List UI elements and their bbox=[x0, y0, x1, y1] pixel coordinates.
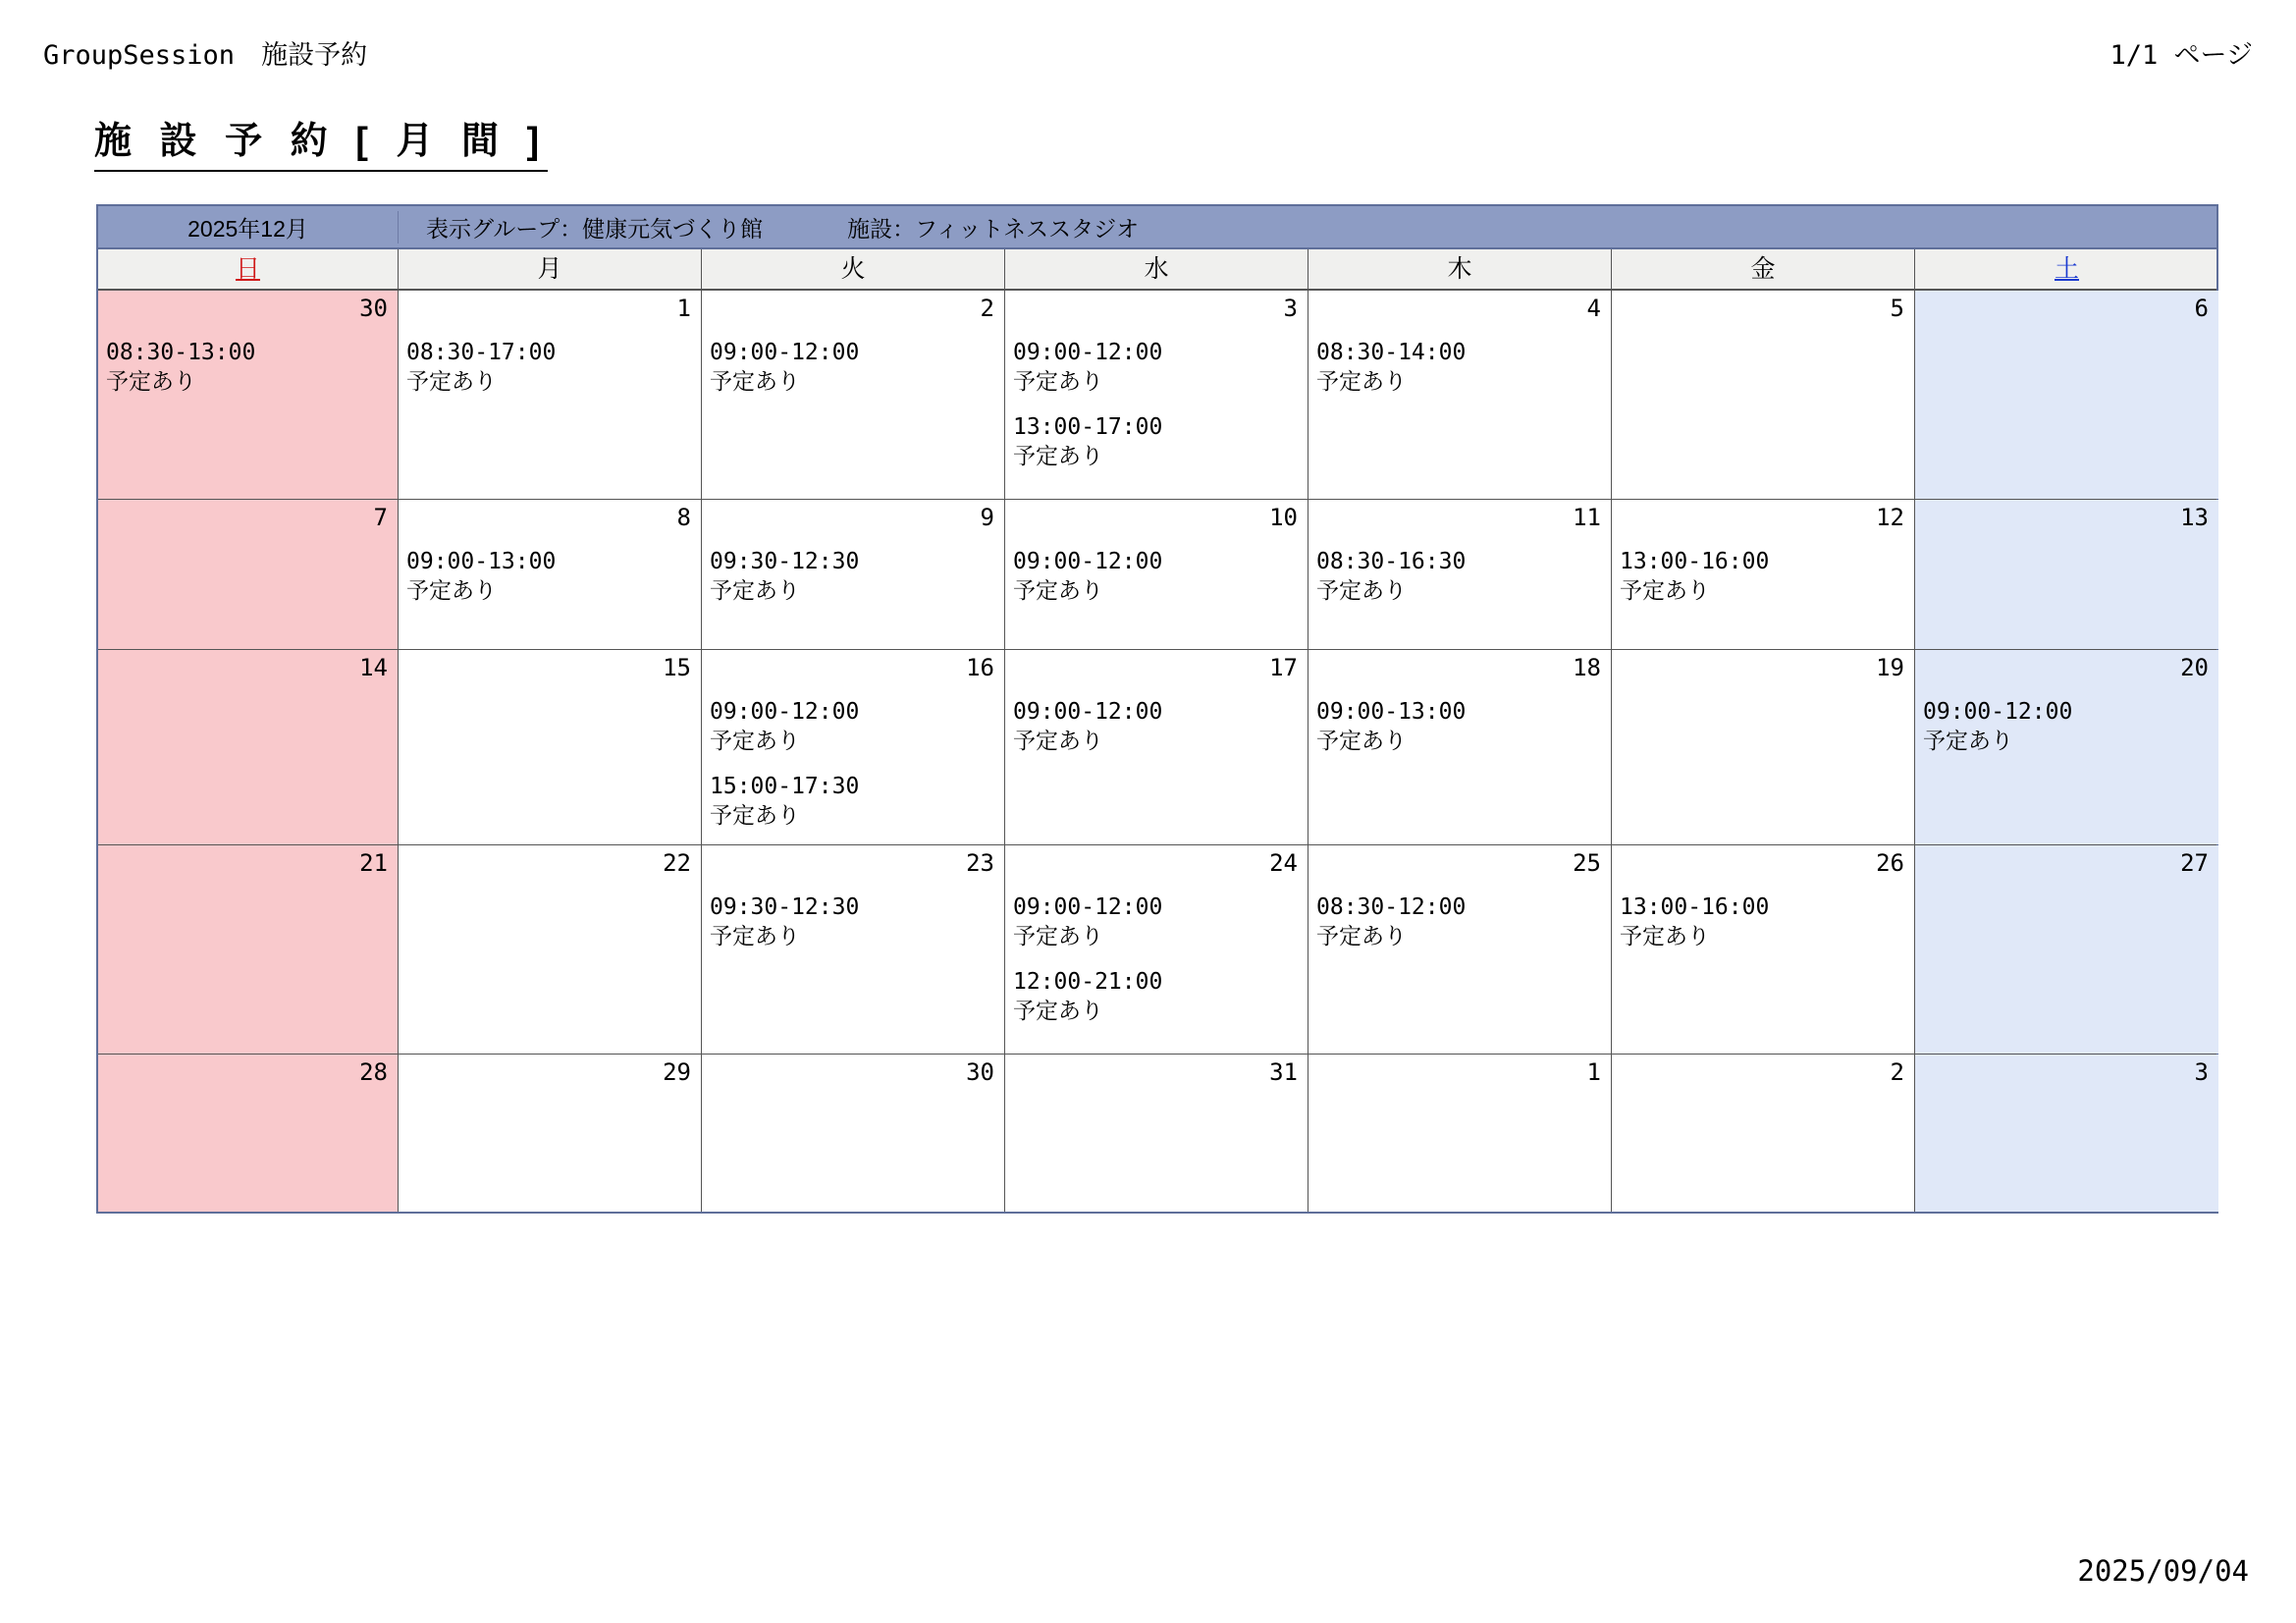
day-number: 11 bbox=[1573, 504, 1601, 531]
day-number: 13 bbox=[2180, 504, 2209, 531]
day-events bbox=[1620, 548, 1906, 605]
event-item[interactable] bbox=[1923, 698, 2211, 755]
day-events bbox=[1316, 339, 1603, 396]
event-time: 09:00-13:00 bbox=[406, 548, 557, 574]
event-time: 09:00-12:00 bbox=[1013, 339, 1163, 365]
calendar-day-cell[interactable] bbox=[399, 291, 702, 499]
weekday-header-thu: 木 bbox=[1308, 249, 1612, 289]
day-events bbox=[1316, 698, 1603, 755]
day-number: 2 bbox=[980, 295, 994, 322]
calendar-day-cell[interactable] bbox=[399, 1055, 702, 1212]
event-time: 08:30-14:00 bbox=[1316, 339, 1467, 365]
event-item[interactable] bbox=[1316, 339, 1603, 396]
day-number: 20 bbox=[2180, 654, 2209, 681]
day-number: 19 bbox=[1876, 654, 1904, 681]
event-item[interactable] bbox=[1013, 698, 1300, 755]
calendar-day-cell[interactable] bbox=[1308, 650, 1612, 844]
weekday-header-sat: 土 bbox=[2054, 255, 2079, 283]
event-time: 09:00-12:00 bbox=[1013, 893, 1163, 920]
event-time: 13:00-17:00 bbox=[1013, 413, 1163, 440]
day-number: 23 bbox=[966, 849, 994, 877]
day-number: 21 bbox=[359, 849, 388, 877]
event-label: 予定あり bbox=[1013, 442, 1103, 468]
event-time: 12:00-21:00 bbox=[1013, 968, 1163, 995]
day-events bbox=[710, 698, 996, 830]
day-events bbox=[106, 339, 390, 396]
day-number: 3 bbox=[2194, 1058, 2209, 1086]
page-indicator: 1/1 ページ bbox=[2109, 40, 2253, 71]
calendar-week-row bbox=[98, 500, 2216, 650]
event-label: 予定あり bbox=[1620, 576, 1710, 603]
display-group-label: 表示グループ：健康元気づくり館 bbox=[426, 215, 764, 242]
event-label: 予定あり bbox=[710, 727, 800, 753]
calendar-day-cell[interactable] bbox=[1612, 291, 1915, 499]
event-label: 予定あり bbox=[710, 922, 800, 948]
day-number: 9 bbox=[980, 504, 994, 531]
calendar-day-cell[interactable] bbox=[702, 291, 1005, 499]
day-number: 31 bbox=[1269, 1058, 1298, 1086]
event-label: 予定あり bbox=[1316, 922, 1407, 948]
calendar-day-cell[interactable] bbox=[1005, 291, 1308, 499]
calendar-day-cell[interactable] bbox=[702, 500, 1005, 649]
event-time: 08:30-12:00 bbox=[1316, 893, 1467, 920]
event-label: 予定あり bbox=[1013, 727, 1103, 753]
day-number: 6 bbox=[2194, 295, 2209, 322]
day-number: 18 bbox=[1573, 654, 1601, 681]
event-time: 09:00-12:00 bbox=[710, 339, 860, 365]
event-label: 予定あり bbox=[106, 367, 196, 394]
event-item[interactable] bbox=[710, 698, 996, 755]
event-item[interactable] bbox=[710, 893, 996, 950]
event-label: 予定あり bbox=[1923, 727, 2013, 753]
event-time: 08:30-16:30 bbox=[1316, 548, 1467, 574]
day-number: 26 bbox=[1876, 849, 1904, 877]
day-number: 30 bbox=[966, 1058, 994, 1086]
calendar-day-cell[interactable] bbox=[1612, 1055, 1915, 1212]
day-number: 4 bbox=[1586, 295, 1601, 322]
day-number: 10 bbox=[1269, 504, 1298, 531]
calendar-day-cell[interactable] bbox=[1915, 291, 2218, 499]
event-item[interactable] bbox=[1013, 893, 1300, 950]
calendar-titlebar bbox=[98, 206, 2216, 249]
event-item[interactable] bbox=[710, 773, 996, 830]
event-label: 予定あり bbox=[1316, 727, 1407, 753]
event-label: 予定あり bbox=[1013, 922, 1103, 948]
day-number: 1 bbox=[1586, 1058, 1601, 1086]
calendar-day-cell[interactable] bbox=[1005, 1055, 1308, 1212]
event-label: 予定あり bbox=[1013, 367, 1103, 394]
calendar-meta bbox=[399, 211, 2216, 243]
day-number: 3 bbox=[1283, 295, 1298, 322]
day-events bbox=[1013, 698, 1300, 755]
event-item[interactable] bbox=[1013, 339, 1300, 396]
weekday-header-tue: 火 bbox=[702, 249, 1005, 289]
calendar-week-row bbox=[98, 650, 2216, 845]
day-events bbox=[1013, 893, 1300, 1025]
calendar-day-cell[interactable] bbox=[1005, 650, 1308, 844]
event-time: 13:00-16:00 bbox=[1620, 548, 1770, 574]
day-events bbox=[1620, 893, 1906, 950]
calendar-day-cell[interactable] bbox=[1308, 500, 1612, 649]
calendar-day-cell[interactable] bbox=[98, 650, 399, 844]
event-item[interactable] bbox=[710, 548, 996, 605]
weekday-header-mon: 月 bbox=[399, 249, 702, 289]
calendar-day-cell[interactable] bbox=[702, 1055, 1005, 1212]
calendar-day-cell[interactable] bbox=[1915, 845, 2218, 1054]
calendar-day-cell[interactable] bbox=[399, 500, 702, 649]
monthly-reservation-calendar bbox=[96, 204, 2218, 1214]
event-item[interactable] bbox=[406, 339, 693, 396]
weekday-header-sun: 日 bbox=[98, 249, 399, 289]
calendar-day-cell[interactable] bbox=[1612, 500, 1915, 649]
event-time: 13:00-16:00 bbox=[1620, 893, 1770, 920]
day-number: 1 bbox=[676, 295, 691, 322]
day-events bbox=[710, 893, 996, 950]
day-events bbox=[710, 339, 996, 396]
calendar-day-cell[interactable] bbox=[702, 650, 1005, 844]
calendar-day-cell[interactable] bbox=[1308, 845, 1612, 1054]
day-events bbox=[710, 548, 996, 605]
day-number: 29 bbox=[663, 1058, 691, 1086]
event-item[interactable] bbox=[106, 339, 390, 396]
day-number: 8 bbox=[676, 504, 691, 531]
event-label: 予定あり bbox=[1316, 576, 1407, 603]
day-number: 17 bbox=[1269, 654, 1298, 681]
event-item[interactable] bbox=[406, 548, 693, 605]
day-number: 14 bbox=[359, 654, 388, 681]
facility-label: 施設：フィットネススタジオ bbox=[847, 215, 1140, 242]
calendar-day-cell[interactable] bbox=[1612, 845, 1915, 1054]
event-time: 09:00-12:00 bbox=[1923, 698, 2073, 725]
day-events bbox=[1316, 548, 1603, 605]
print-date: 2025/09/04 bbox=[2077, 1554, 2249, 1588]
event-time: 09:30-12:30 bbox=[710, 893, 860, 920]
day-number: 30 bbox=[359, 295, 388, 322]
event-item[interactable] bbox=[710, 339, 996, 396]
event-time: 08:30-13:00 bbox=[106, 339, 256, 365]
event-item[interactable] bbox=[1620, 893, 1906, 950]
event-label: 予定あり bbox=[1013, 576, 1103, 603]
day-events bbox=[1013, 548, 1300, 605]
calendar-day-cell[interactable] bbox=[1915, 1055, 2218, 1212]
day-events bbox=[406, 339, 693, 396]
event-time: 09:00-12:00 bbox=[1013, 698, 1163, 725]
calendar-day-cell[interactable] bbox=[1915, 650, 2218, 844]
calendar-day-cell[interactable] bbox=[98, 291, 399, 499]
day-number: 12 bbox=[1876, 504, 1904, 531]
event-time: 09:30-12:30 bbox=[710, 548, 860, 574]
event-time: 09:00-12:00 bbox=[710, 698, 860, 725]
event-label: 予定あり bbox=[1620, 922, 1710, 948]
calendar-day-cell[interactable] bbox=[1915, 500, 2218, 649]
event-item[interactable] bbox=[1316, 698, 1603, 755]
calendar-day-cell[interactable] bbox=[399, 845, 702, 1054]
weekday-header-fri: 金 bbox=[1612, 249, 1915, 289]
calendar-week-row bbox=[98, 845, 2216, 1055]
event-time: 08:30-17:00 bbox=[406, 339, 557, 365]
event-time: 09:00-12:00 bbox=[1013, 548, 1163, 574]
calendar-week-row bbox=[98, 291, 2216, 500]
calendar-day-cell[interactable] bbox=[1612, 650, 1915, 844]
day-events bbox=[406, 548, 693, 605]
event-item[interactable] bbox=[1013, 548, 1300, 605]
day-number: 25 bbox=[1573, 849, 1601, 877]
event-label: 予定あり bbox=[406, 367, 497, 394]
calendar-day-cell[interactable] bbox=[1308, 291, 1612, 499]
day-number: 16 bbox=[966, 654, 994, 681]
page-header bbox=[43, 33, 2253, 71]
event-label: 予定あり bbox=[1316, 367, 1407, 394]
day-number: 7 bbox=[373, 504, 388, 531]
weekday-header-row bbox=[98, 249, 2216, 291]
calendar-day-cell[interactable] bbox=[1005, 500, 1308, 649]
day-number: 2 bbox=[1890, 1058, 1904, 1086]
event-label: 予定あり bbox=[1013, 997, 1103, 1023]
event-label: 予定あり bbox=[710, 801, 800, 828]
day-events bbox=[1316, 893, 1603, 950]
day-events bbox=[1013, 339, 1300, 470]
day-number: 28 bbox=[359, 1058, 388, 1086]
event-time: 15:00-17:30 bbox=[710, 773, 860, 799]
calendar-day-cell[interactable] bbox=[98, 845, 399, 1054]
calendar-day-cell[interactable] bbox=[98, 500, 399, 649]
calendar-day-cell[interactable] bbox=[1308, 1055, 1612, 1212]
calendar-day-cell[interactable] bbox=[98, 1055, 399, 1212]
day-number: 5 bbox=[1890, 295, 1904, 322]
day-number: 22 bbox=[663, 849, 691, 877]
event-label: 予定あり bbox=[406, 576, 497, 603]
app-title: GroupSession 施設予約 bbox=[43, 40, 368, 71]
calendar-week-row bbox=[98, 1055, 2216, 1212]
event-label: 予定あり bbox=[710, 576, 800, 603]
event-item[interactable] bbox=[1316, 893, 1603, 950]
day-events bbox=[1923, 698, 2211, 755]
event-time: 09:00-13:00 bbox=[1316, 698, 1467, 725]
weekday-header-wed: 水 bbox=[1005, 249, 1308, 289]
day-number: 24 bbox=[1269, 849, 1298, 877]
event-item[interactable] bbox=[1013, 413, 1300, 470]
calendar-year-month: 2025年12月 bbox=[98, 211, 399, 243]
event-label: 予定あり bbox=[710, 367, 800, 394]
event-item[interactable] bbox=[1013, 968, 1300, 1025]
event-item[interactable] bbox=[1620, 548, 1906, 605]
day-number: 27 bbox=[2180, 849, 2209, 877]
page-title: 施 設 予 約 [ 月 間 ] bbox=[94, 110, 548, 172]
day-number: 15 bbox=[663, 654, 691, 681]
calendar-day-cell[interactable] bbox=[702, 845, 1005, 1054]
calendar-day-cell[interactable] bbox=[399, 650, 702, 844]
calendar-day-cell[interactable] bbox=[1005, 845, 1308, 1054]
event-item[interactable] bbox=[1316, 548, 1603, 605]
